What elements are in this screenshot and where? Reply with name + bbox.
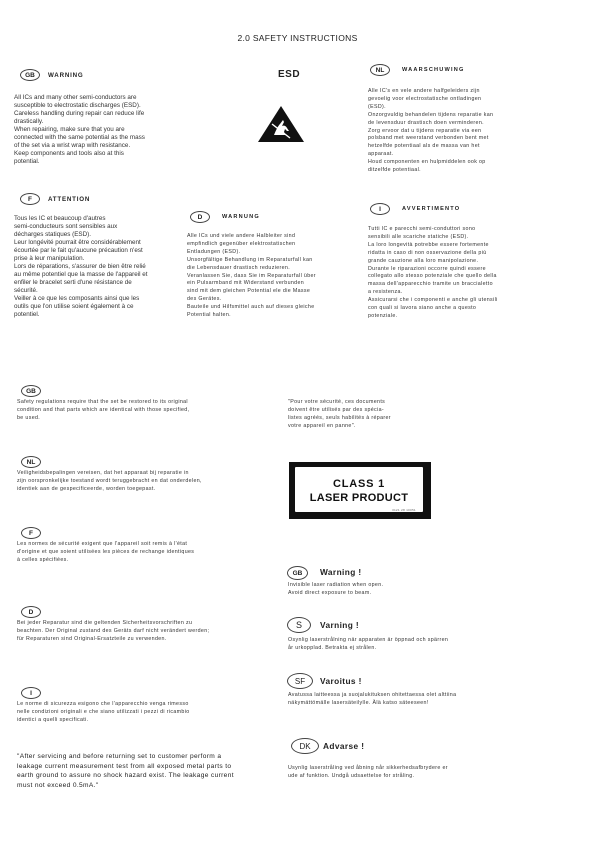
f-language-badge: F [20,193,40,205]
laser-product-line: LASER PRODUCT [309,492,409,504]
laser-dk-heading: Advarse ! [323,741,365,751]
regs-gb-badge: GB [21,385,41,397]
regs-nl-badge: NL [21,456,41,468]
laser-sf-heading: Varoitus ! [320,676,362,686]
f-attention-heading: ATTENTION [48,196,91,203]
laser-class-label [289,462,431,519]
regs-d-badge: D [21,606,41,618]
regs-nl-text: Veiligheidsbepalingen vereisen, dat het apparaat bij reparatie in zijn oorspronkelijke toestand wordt teruggebracht en dat onderdelen, identiek aan de gespecificeerde, worden toegepast. [17,470,202,492]
gb-warning-heading: WARNING [48,72,84,79]
laser-sf-badge: SF [287,673,313,689]
f-esd-text: Tous les IC et beaucoup d'autres semi-conducteurs sont sensibles aux décharges statiques (ESD). Leur longévité pourrait être considérablement écourtée par le fait qu'aucune précaution n'est prise à leur manipulation. Lors de réparations, s'assurer de bien être relié au même potentiel que la masse de l'appareil et enfiler le bracelet serti d'une résistance de sécurité. Veiller à ce que les composants ainsi que les outils que l'on utilise soient également à ce potentiel. [14,215,148,318]
d-esd-text: Alle ICs und viele andere Halbleiter sind empfindlich gegenüber elektrostatischen Entladungen (ESD). Unsorgfältige Behandlung im Reparaturfall kan die Lebensdauer drastisch reduzieren. Veranlassen Sie, dass Sie im Reparaturfall über ein Pulsarmband mit Widerstand verbunden sind mit dem gleichen Potential ele die Masse des Gerätes. Bauteile und Hilfsmittel auch auf dieses gleiche Potential halten. [187,233,316,319]
laser-class-line: CLASS 1 [332,478,386,490]
i-language-badge: I [370,203,390,215]
laser-gb-heading: Warning ! [320,567,362,577]
regs-i-badge: I [21,687,41,699]
regs-f-badge: F [21,527,41,539]
laser-dk-text: Usynlig laserstråling ved åbning når sikkerhedsafbrydere er ude af funktion. Undgå udsaettelse for stråling. [288,765,448,779]
nl-warning-heading: WAARSCHUWING [402,67,465,73]
laser-label-code: 3121 28 10051 [392,508,416,512]
laser-s-badge: S [287,617,311,633]
i-esd-text: Tutti IC e parecchi semi-conduttori sono sensibili alle scariche statiche (ESD). La loro longevità potrebbe essere fortemente ridatta in caso di non osservazione della più grande cauzione alla loro manipolazione. Durante le riparazioni occorre quindi essere collegato allo stesso potenziale che quello della massa dell'apparecchio tramite un braccialetto a resistenza. Assicurarsi che i componenti e anche gli utensili con quali si lavora siano anche a questo potenziale. [368,226,498,319]
nl-language-badge: NL [370,64,390,76]
regs-i-text: Le norme di sicurezza esigono che l'apparecchio venga rimesso nelle condizioni originali e che siano utilizzati i pezzi di ricambio identici a quelli specificati. [17,701,190,723]
d-language-badge: D [190,211,210,223]
nl-esd-text: Alle IC's en vele andere halfgeleiders zijn gevoelig voor electrostatische ontladingen (ESD). Onzorgvuldig behandelen tijdens reparatie kan de levensduur drastisch doen verminderen. Zorg ervoor dat u tijdens reparatie via een polsband met weerstand verbonden bent met hetzelfde potentiaal als de massa van het apparaat. Houd componenten en hulpmiddelen ook op ditzelfde potentiaal. [368,88,494,174]
laser-sf-text: Avatussa laitteessa ja suojalukituksen ohitettaessa olet alttiina näkymättömälle lasersäteilylle. Älä katso säteeseen! [288,692,457,706]
esd-warning-icon [256,104,306,144]
esd-label: ESD [278,69,301,80]
regs-f-text: Les normes de sécurité exigent que l'appareil soit remis à l'état d'origine et que soient utilisées les pièces de rechange identiques à celles spécifiées. [17,541,195,563]
gb-esd-text: All ICs and many other semi-conductors are susceptible to electrostatic discharges (ESD). Careless handling during repair can reduce life drastically. When repairing, make sure that you are connected with the same potential as the mass of the set via a wrist wrap with resistance. Keep components and tools also at this potential. [14,94,145,165]
french-note: "Pour votre sécurité, ces documents doivent être utilisés par des spécia- listes agréés, seuls habilités à réparer votre appareil en panne". [288,399,391,429]
laser-gb-text: Invisible laser radiation when open. Avoid direct exposure to beam. [288,582,384,596]
laser-s-text: Osynlig laserstrålning när apparaten är öppnad och spärren år urkopplad. Betrakta ej strålen. [288,637,449,651]
regs-d-text: Bei jeder Reparatur sind die geltenden Sicherheitsvorschriften zu beachten. Der Original zustand des Geräts darf nicht verändert werden; für Reparaturen sind Original-Ersatzteile zu verwenden. [17,620,210,642]
regs-gb-text: Safety regulations require that the set be restored to its original condition and that parts which are identical with those specified, be used. [17,399,190,421]
d-warning-heading: WARNUNG [222,214,260,220]
laser-gb-badge: GB [287,566,308,580]
laser-s-heading: Varning ! [320,620,360,630]
i-warning-heading: AVVERTIMENTO [402,206,461,212]
laser-dk-badge: DK [291,738,319,754]
gb-language-badge: GB [20,69,40,81]
servicing-note: "After servicing and before returning set to customer perform a leakage current measurement test from all exposed metal parts to earth ground to assure no shock hazard exist. The leakage current must not exceed 0.5mA." [17,753,234,789]
page-title: 2.0 SAFETY INSTRUCTIONS [237,33,358,43]
